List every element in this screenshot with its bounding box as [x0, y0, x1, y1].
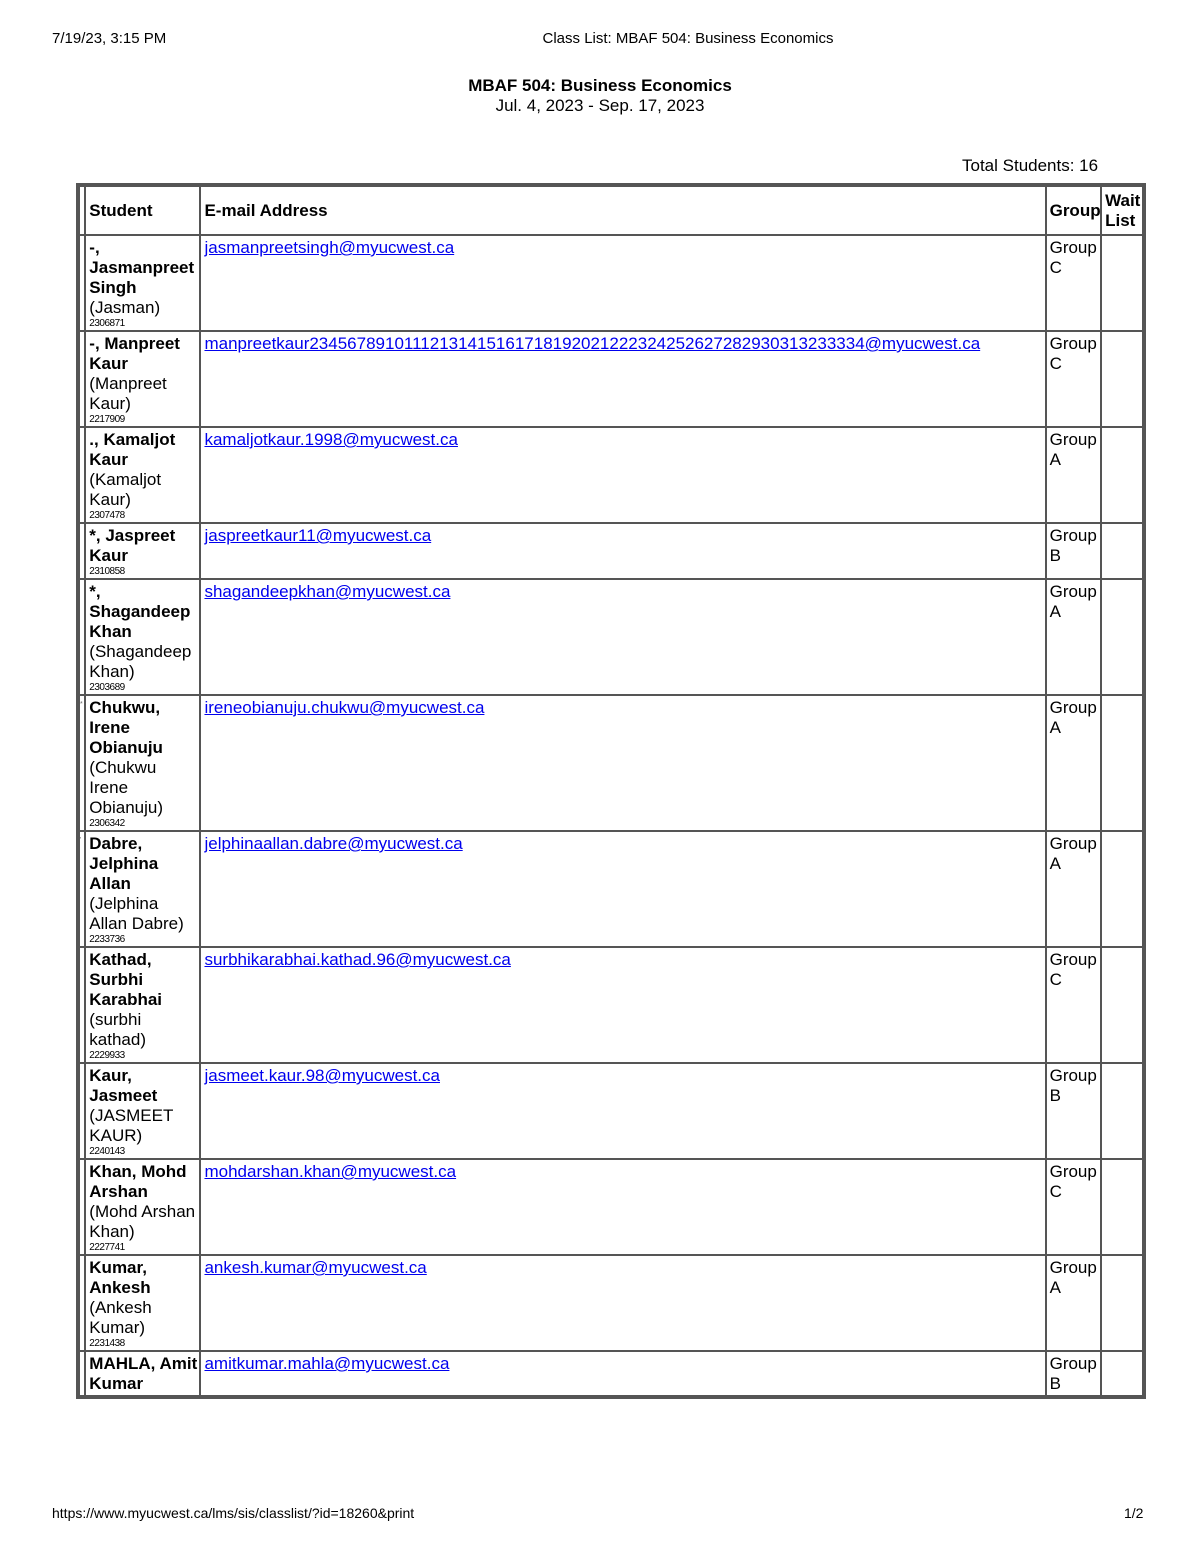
student-nickname: (Jasman)	[89, 298, 161, 317]
student-nickname: (JASMEET KAUR)	[89, 1106, 174, 1145]
student-cell	[85, 523, 200, 579]
student-cell	[85, 695, 200, 831]
student-id: 2217909	[89, 414, 125, 425]
email-cell	[200, 1351, 1045, 1396]
group-cell: Group A	[1046, 579, 1102, 695]
wait-list-cell	[1101, 1255, 1143, 1351]
student-nickname: (Jelphina Allan Dabre)	[89, 894, 184, 933]
student-name: Kathad, Surbhi Karabhai	[89, 950, 163, 1009]
print-header	[0, 30, 1200, 50]
group-cell: Group C	[1046, 947, 1102, 1063]
group-cell: Group B	[1046, 1351, 1102, 1396]
group-cell: Group A	[1046, 1255, 1102, 1351]
row-flag-mark	[80, 1256, 84, 1260]
wait-list-cell	[1101, 1159, 1143, 1255]
student-email-link[interactable]: shagandeepkhan@myucwest.ca	[204, 582, 451, 601]
student-cell	[85, 235, 200, 331]
header-email: E-mail Address	[200, 186, 1045, 235]
wait-list-cell	[1101, 427, 1143, 523]
wait-list-cell	[1101, 695, 1143, 831]
student-nickname: (Mohd Arshan Khan)	[89, 1202, 196, 1241]
wait-list-cell	[1101, 235, 1143, 331]
row-flag-mark	[80, 524, 84, 528]
wait-list-cell	[1101, 1351, 1143, 1396]
student-name: Chukwu, Irene Obianuju	[89, 698, 163, 757]
student-name: *, Shagandeep Khan	[89, 582, 191, 641]
student-cell	[85, 1159, 200, 1255]
student-email-link[interactable]: jasmeet.kaur.98@myucwest.ca	[204, 1066, 440, 1085]
wait-list-cell	[1101, 947, 1143, 1063]
student-nickname: (Shagandeep Khan)	[89, 642, 192, 681]
table-row	[79, 235, 1143, 331]
table-row	[79, 1255, 1143, 1351]
group-cell: Group B	[1046, 523, 1102, 579]
student-nickname: (Ankesh Kumar)	[89, 1298, 152, 1337]
header-wait-list: Wait List	[1101, 186, 1143, 235]
group-cell: Group C	[1046, 1159, 1102, 1255]
student-name: Kaur, Jasmeet	[89, 1066, 158, 1105]
group-cell: Group A	[1046, 427, 1102, 523]
group-cell: Group A	[1046, 695, 1102, 831]
table-row	[79, 331, 1143, 427]
student-id: 2229933	[89, 1050, 125, 1061]
course-heading	[0, 76, 1200, 116]
class-list-container	[76, 183, 1146, 1495]
student-id: 2310858	[89, 566, 125, 577]
wait-list-cell	[1101, 331, 1143, 427]
class-list-body	[79, 235, 1143, 1396]
email-cell	[200, 235, 1045, 331]
student-email-link[interactable]: amitkumar.mahla@myucwest.ca	[204, 1354, 450, 1373]
email-cell	[200, 1063, 1045, 1159]
row-flag-mark: *	[80, 701, 83, 708]
student-cell	[85, 947, 200, 1063]
email-cell	[200, 331, 1045, 427]
student-email-link[interactable]: ankesh.kumar@myucwest.ca	[204, 1258, 427, 1277]
table-row	[79, 1351, 1143, 1396]
student-name: -, Manpreet Kaur	[89, 334, 180, 373]
email-cell	[200, 1255, 1045, 1351]
wait-list-cell	[1101, 523, 1143, 579]
student-id: 2303689	[89, 682, 125, 693]
student-email-link[interactable]: jelphinaallan.dabre@myucwest.ca	[204, 834, 463, 853]
group-cell: Group C	[1046, 235, 1102, 331]
header-student: Student	[85, 186, 200, 235]
print-doc-title: Class List: MBAF 504: Business Economics	[542, 30, 834, 47]
student-cell	[85, 1351, 200, 1396]
group-cell: Group B	[1046, 1063, 1102, 1159]
student-nickname: (Kamaljot Kaur)	[89, 470, 162, 509]
student-cell	[85, 831, 200, 947]
table-row	[79, 523, 1143, 579]
student-email-link[interactable]: kamaljotkaur.1998@myucwest.ca	[204, 430, 458, 449]
email-cell	[200, 523, 1045, 579]
row-flag-mark	[80, 428, 84, 432]
email-cell	[200, 695, 1045, 831]
email-cell	[200, 1159, 1045, 1255]
email-cell	[200, 427, 1045, 523]
student-email-link[interactable]: manpreetkaur23456789101112131415161718192021222324252627282930313233334@myucwest.ca	[204, 334, 981, 353]
row-flag-mark	[80, 332, 84, 336]
student-id: 2307478	[89, 510, 125, 521]
student-id: 2233736	[89, 934, 125, 945]
student-id: 2306342	[89, 818, 125, 829]
row-flag-mark	[80, 1352, 84, 1356]
table-row	[79, 427, 1143, 523]
student-nickname: (surbhi kathad)	[89, 1010, 146, 1049]
student-cell	[85, 1063, 200, 1159]
student-email-link[interactable]: mohdarshan.khan@myucwest.ca	[204, 1162, 457, 1181]
student-email-link[interactable]: surbhikarabhai.kathad.96@myucwest.ca	[204, 950, 511, 969]
student-name: Khan, Mohd Arshan	[89, 1162, 187, 1201]
student-email-link[interactable]: ireneobianuju.chukwu@myucwest.ca	[204, 698, 485, 717]
student-cell	[85, 579, 200, 695]
student-cell	[85, 427, 200, 523]
group-cell: Group A	[1046, 831, 1102, 947]
row-flag-mark	[80, 1160, 84, 1164]
email-cell	[200, 831, 1045, 947]
table-row	[79, 695, 1143, 831]
student-id: 2240143	[89, 1146, 125, 1157]
print-url: https://www.myucwest.ca/lms/sis/classlist/?id=18260&print	[52, 1505, 415, 1521]
group-cell: Group C	[1046, 331, 1102, 427]
student-id: 2231438	[89, 1338, 125, 1349]
course-title: MBAF 504: Business Economics	[468, 76, 732, 95]
email-cell	[200, 947, 1045, 1063]
row-flag-mark: '	[80, 837, 82, 844]
student-id: 2227741	[89, 1242, 125, 1253]
table-row	[79, 1159, 1143, 1255]
student-cell	[85, 1255, 200, 1351]
table-row	[79, 947, 1143, 1063]
print-datetime: 7/19/23, 3:15 PM	[52, 30, 167, 47]
student-nickname: (Manpreet Kaur)	[89, 374, 167, 413]
student-name: Dabre, Jelphina Allan	[89, 834, 159, 893]
row-flag-mark	[80, 236, 84, 240]
course-dates: Jul. 4, 2023 - Sep. 17, 2023	[495, 96, 705, 115]
student-email-link[interactable]: jasmanpreetsingh@myucwest.ca	[204, 238, 455, 257]
table-row	[79, 1063, 1143, 1159]
email-cell	[200, 579, 1045, 695]
student-email-link[interactable]: jaspreetkaur11@myucwest.ca	[204, 526, 432, 545]
wait-list-cell	[1101, 1063, 1143, 1159]
student-name: -, Jasmanpreet Singh	[89, 238, 195, 297]
table-header-row	[79, 186, 1143, 235]
table-row	[79, 831, 1143, 947]
student-cell	[85, 331, 200, 427]
student-id: 2306871	[89, 318, 125, 329]
class-list-table	[76, 183, 1146, 1399]
student-name: *, Jaspreet Kaur	[89, 526, 176, 565]
student-name: ., Kamaljot Kaur	[89, 430, 176, 469]
page-number: 1/2	[1124, 1505, 1144, 1521]
row-flag-mark	[80, 1064, 84, 1068]
row-flag-mark	[80, 580, 84, 584]
wait-list-cell	[1101, 579, 1143, 695]
wait-list-cell	[1101, 831, 1143, 947]
student-name: MAHLA, Amit Kumar	[89, 1354, 198, 1393]
header-group: Group	[1046, 186, 1102, 235]
table-row	[79, 579, 1143, 695]
total-students: Total Students: 16	[962, 156, 1099, 175]
student-nickname: (Chukwu Irene Obianuju)	[89, 758, 163, 817]
row-flag-mark	[80, 948, 84, 952]
student-name: Kumar, Ankesh	[89, 1258, 151, 1297]
